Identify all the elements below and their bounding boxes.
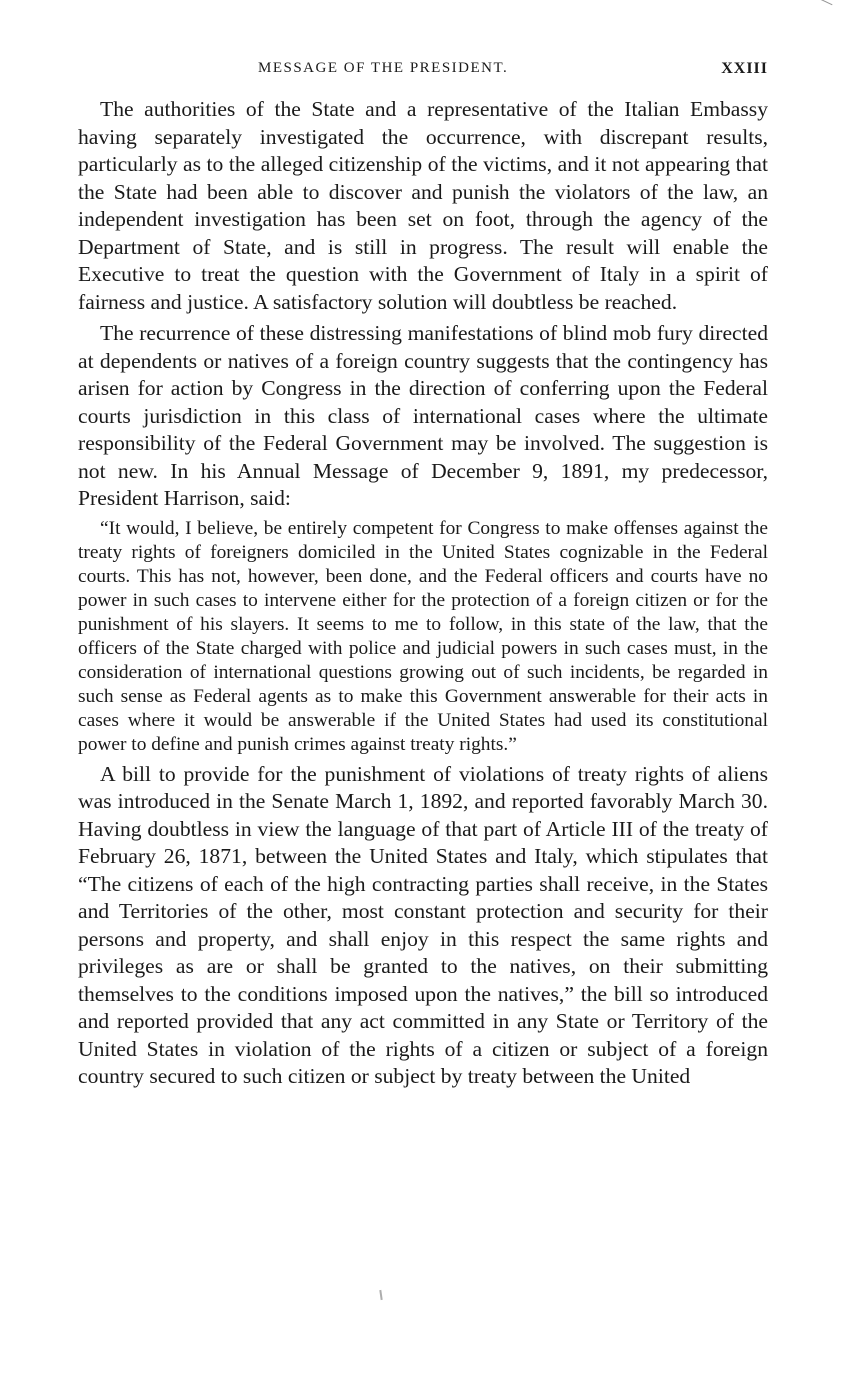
scan-corner-mark	[812, 0, 833, 14]
running-head	[78, 60, 768, 82]
block-quote: “It would, I believe, be entirely competent for Congress to make offenses against the treaty rights of foreigners domiciled in the United States cognizable in the Federal courts. This has not, however, been done, and the Federal officers and courts have no power in such cases to intervene either for the protection of a foreign citizen or for the punishment of his slayers. It seems to me to follow, in this state of the law, that the officers of the State charged with police and judicial powers in such cases must, in the consideration of international questions growing out of such incidents, be regarded in such sense as Federal agents as to make this Government answerable for their acts in cases where it would be answerable if the United States had used its constitutional power to define and punish crimes against treaty rights.”	[78, 517, 768, 755]
scan-bottom-mark	[379, 1290, 382, 1300]
paragraph-2: The recurrence of these distressing manifestations of blind mob fury directed at dependents or natives of a foreign country suggests that the contingency has arisen for action by Congress in the direction of conferring upon the Federal courts jurisdiction in this class of international cases where the ultimate responsibility of the Federal Government may be involved. The suggestion is not new. In his Annual Message of December 9, 1891, my predecessor, President Harrison, said:	[78, 321, 768, 510]
page-number: XXIII	[721, 60, 768, 77]
running-title: MESSAGE OF THE PRESIDENT.	[258, 60, 509, 76]
body-text	[78, 96, 768, 1095]
paragraph-3: A bill to provide for the punishment of violations of treaty rights of aliens was introduced in the Senate March 1, 1892, and reported favorably March 30. Having doubtless in view the language of that part of Article III of the treaty of February 26, 1871, between the United States and Italy, which stipulates that “The citizens of each of the high contracting parties shall receive, in the States and Territories of the other, most constant protection and security for their persons and property, and shall enjoy in this respect the same rights and privileges as are or shall be granted to the natives, on their submitting themselves to the conditions imposed upon the natives,” the bill so introduced and reported provided that any act committed in any State or Territory of the United States in violation of the rights of a citizen or subject of a foreign country secured to such citizen or subject by treaty between the United	[78, 761, 768, 1088]
paragraph-1: The authorities of the State and a representative of the Italian Embassy having separately investigated the occurrence, with discrepant results, particularly as to the alleged citizenship of the victims, and it not appearing that the State had been able to discover and punish the violators of the law, an independent investigation has been set on foot, through the agency of the Department of State, and is still in progress. The result will enable the Executive to treat the question with the Government of Italy in a spirit of fairness and justice. A satisfactory solution will doubtless be reached.	[78, 97, 768, 314]
